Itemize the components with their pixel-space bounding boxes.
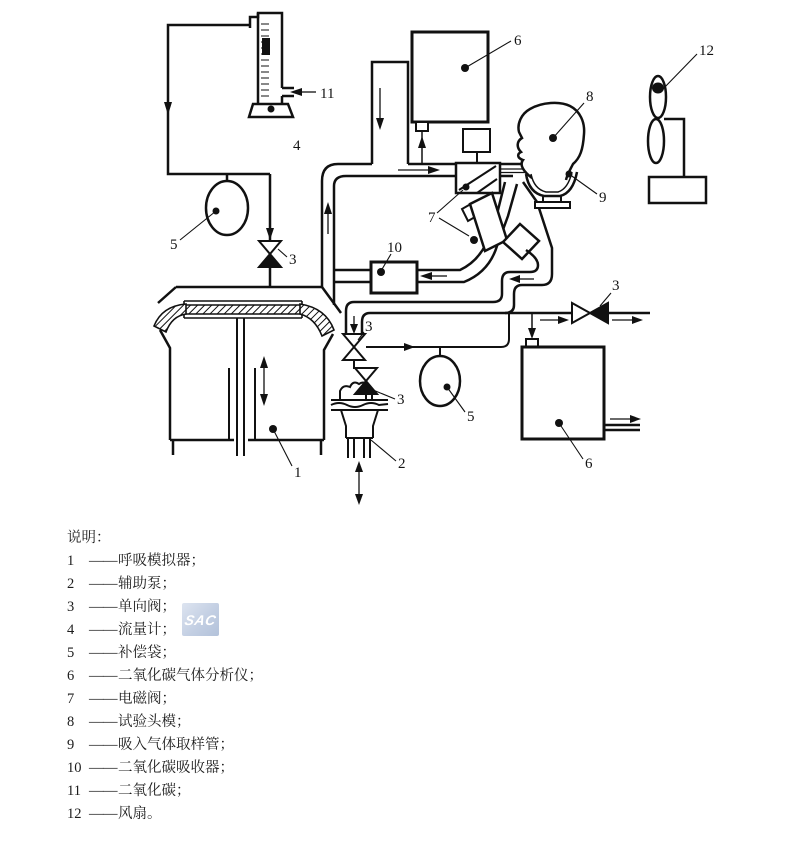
label-fan: 12 — [699, 43, 714, 59]
label-co2: 11 — [320, 86, 335, 102]
label-sampling: 9 — [599, 190, 607, 206]
legend-item: 6 —— 二氧化碳气体分析仪； — [67, 668, 263, 684]
label-bag-1: 5 — [170, 237, 178, 253]
check-valve-top-left — [259, 241, 287, 287]
co2-analyzer-bottom — [522, 339, 641, 459]
label-check-valve-4: 3 — [612, 278, 620, 294]
legend-item: 4 —— 流量计； — [67, 622, 176, 638]
legend-item: 9 —— 吸入气体取样管； — [67, 737, 234, 753]
legend-item: 12 —— 风扇。 — [67, 806, 162, 822]
label-check-valve-1: 3 — [289, 252, 297, 268]
legend-item: 1 —— 呼吸模拟器； — [67, 553, 205, 569]
legend — [67, 527, 263, 826]
legend-item: 10 —— 二氧化碳吸收器； — [67, 760, 234, 776]
vent-duct — [372, 62, 408, 164]
exhaust-line — [505, 293, 650, 339]
bag-branch — [366, 313, 509, 412]
flow-meter-scale — [261, 24, 269, 96]
co2-analyzer-top — [412, 32, 511, 164]
label-bag-2: 5 — [467, 409, 475, 425]
tilted-box — [503, 224, 539, 259]
auxiliary-pump — [331, 383, 396, 505]
legend-item: 11 —— 二氧化碳； — [67, 783, 191, 799]
label-simulator: 1 — [294, 465, 302, 481]
label-analyzer-2: 6 — [585, 456, 593, 472]
legend-item: 3 —— 单向阀； — [67, 599, 176, 615]
fan — [648, 54, 706, 203]
co2-absorber — [371, 254, 417, 293]
legend-title: 说明： — [67, 530, 111, 546]
legend-item: 7 —— 电磁阀； — [67, 691, 176, 707]
label-check-valve-3: 3 — [397, 392, 405, 408]
pump-check-valves — [343, 332, 395, 400]
label-analyzer-1: 6 — [514, 33, 522, 49]
label-pump: 2 — [398, 456, 406, 472]
label-absorber: 10 — [387, 240, 402, 256]
legend-item: 8 —— 试验头模； — [67, 714, 191, 730]
label-head: 8 — [586, 89, 594, 105]
solenoid-valve-upper — [456, 129, 500, 193]
flow-meter — [249, 13, 294, 117]
label-flow-meter: 4 — [293, 138, 301, 154]
test-head — [518, 103, 584, 180]
legend-item: 5 —— 补偿袋； — [67, 645, 176, 661]
label-check-valve-2: 3 — [365, 319, 373, 335]
legend-item: 2 —— 辅助泵； — [67, 576, 176, 592]
label-solenoid: 7 — [428, 210, 436, 226]
breathing-simulator — [154, 287, 341, 466]
sac-watermark-text: SAC — [183, 611, 218, 628]
flow-meter-float — [262, 38, 270, 55]
compensation-bag-left — [180, 181, 248, 240]
